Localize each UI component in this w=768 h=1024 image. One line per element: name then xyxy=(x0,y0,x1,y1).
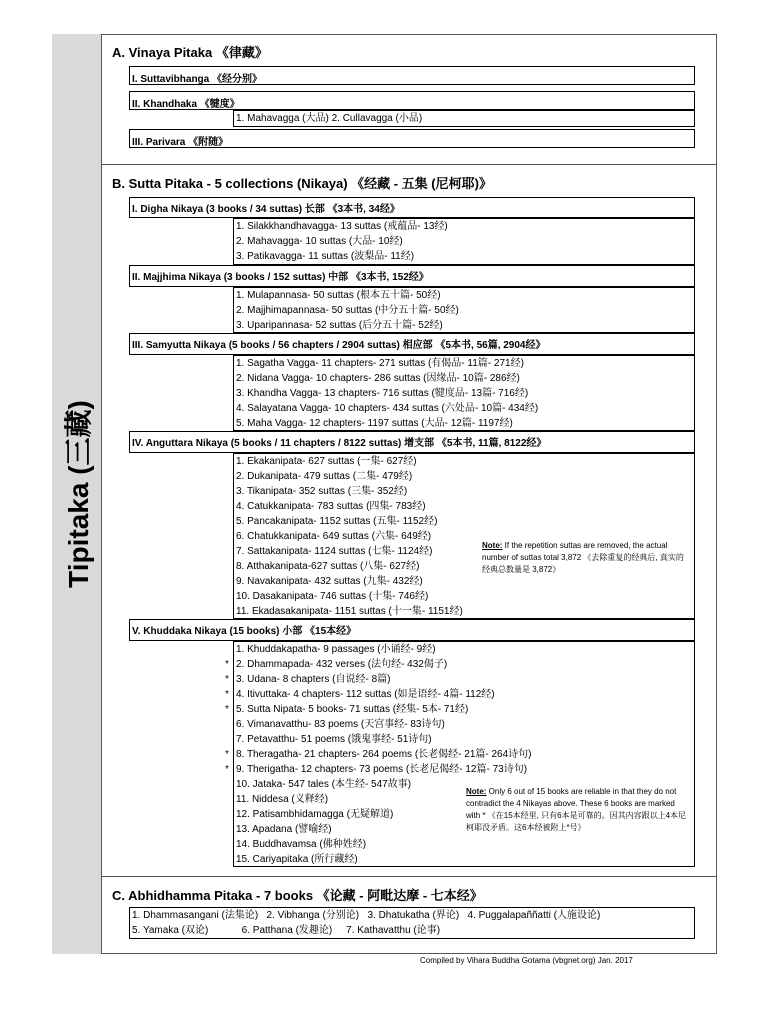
footer-credit: Compiled by Vihara Buddha Gotama (vbgnet.org) Jan. 2017 xyxy=(420,956,633,965)
list-item: 2. Nidana Vagga- 10 chapters- 286 suttas (因缘品- 10篇- 286经) xyxy=(236,373,520,384)
list-item-text: 11. Niddesa (义释经) xyxy=(236,794,329,805)
list-item: 5. Pancakanipata- 1152 suttas (五集- 1152经) xyxy=(236,516,438,527)
anguttara-note xyxy=(482,540,687,576)
list-item: 6. Chatukkanipata- 649 suttas (六集- 649经) xyxy=(236,531,432,542)
anguttara-header: IV. Anguttara Nikaya (5 books / 11 chapters / 8122 suttas) 增支部 《5本书, 11篇, 8122经》 xyxy=(129,431,695,453)
list-item: 8. Atthakanipata-627 suttas (八集- 627经) xyxy=(236,561,420,572)
list-item-text: 10. Jataka- 547 tales (本生经- 547故事) xyxy=(236,779,412,790)
sidebar xyxy=(52,34,102,954)
list-item: 9. Navakanipata- 432 suttas (九集- 432经) xyxy=(236,576,423,587)
list-item-text: 15. Cariyapitaka (所行藏经) xyxy=(236,854,358,865)
vinaya-suttavibhanga: I. Suttavibhanga 《经分别》 xyxy=(129,66,695,85)
khuddaka-header: V. Khuddaka Nikaya (15 books) 小部 《15本经》 xyxy=(129,619,695,641)
list-item xyxy=(234,642,694,657)
list-item-text: 8. Theragatha- 21 chapters- 264 poems (长老偈经- 21篇- 264诗句) xyxy=(236,749,532,760)
list-item-text: 14. Buddhavamsa (佛种姓经) xyxy=(236,839,367,850)
samyutta-list xyxy=(233,355,695,431)
list-item-text: 4. Itivuttaka- 4 chapters- 112 suttas (如是语经- 4篇- 112经) xyxy=(236,689,495,700)
note-label: Note: xyxy=(482,541,503,550)
reliable-star: * xyxy=(225,749,229,760)
vinaya-parivara: III. Parivara 《附随》 xyxy=(129,129,695,148)
note-label: Note: xyxy=(466,787,487,796)
list-item xyxy=(225,702,694,717)
list-item: 2. Majjhimapannasa- 50 suttas (中分五十篇- 50经) xyxy=(236,305,459,316)
sidebar-title: Tipitaka (三藏) xyxy=(62,400,94,588)
list-item: 3. Tikanipata- 352 suttas (三集- 352经) xyxy=(236,486,408,497)
reliable-star: * xyxy=(225,674,229,685)
anguttara-list xyxy=(233,453,695,619)
khuddaka-note xyxy=(466,786,688,834)
khandhaka-items: 1. Mahavagga (大品) 2. Cullavagga (小品) xyxy=(236,113,423,124)
digha-header: I. Digha Nikaya (3 books / 34 suttas) 长部 《3本书, 34经》 xyxy=(129,197,695,218)
list-item-text: 7. Petavatthu- 51 poems (饿鬼事经- 51诗句) xyxy=(236,734,432,745)
divider xyxy=(102,876,717,877)
sutta-title: B. Sutta Pitaka - 5 collections (Nikaya) 《经藏 - 五集 (尼柯耶)》 xyxy=(112,176,492,191)
list-item xyxy=(225,672,694,687)
list-item: 1. Silakkhandhavagga- 13 suttas (戒蕴品- 13经) xyxy=(236,221,448,232)
list-item xyxy=(225,687,694,702)
list-item: 7. Sattakanipata- 1124 suttas (七集- 1124经) xyxy=(236,546,433,557)
list-item: 1. Sagatha Vagga- 11 chapters- 271 suttas (有偈品- 11篇- 271经) xyxy=(236,358,524,369)
list-item: 2. Dukanipata- 479 suttas (二集- 479经) xyxy=(236,471,413,482)
list-item xyxy=(234,732,694,747)
list-item xyxy=(234,852,694,867)
khandhaka-list xyxy=(233,110,695,127)
abhidhamma-title: C. Abhidhamma Pitaka - 7 books 《论藏 - 阿毗达摩 - 七本经》 xyxy=(112,888,483,903)
list-item xyxy=(234,837,694,852)
list-item-text: 5. Sutta Nipata- 5 books- 71 suttas (经集- 5本- 71经) xyxy=(236,704,469,715)
list-item: 3. Patikavagga- 11 suttas (波梨品- 11经) xyxy=(236,251,415,262)
list-item-text: 9. Therigatha- 12 chapters- 73 poems (长老尼偈经- 12篇- 73诗句) xyxy=(236,764,528,775)
list-item: 1. Ekakanipata- 627 suttas (一集- 627经) xyxy=(236,456,417,467)
list-item: 3. Khandha Vagga- 13 chapters- 716 suttas (犍度品- 13篇- 716经) xyxy=(236,388,529,399)
list-item: 4. Salayatana Vagga- 10 chapters- 434 suttas (六处品- 10篇- 434经) xyxy=(236,403,539,414)
abhidhamma-line-1: 1. Dhammasangani (法集论) 2. Vibhanga (分别论) 3. Dhatukatha (界论) 4. Puggalapaññatti (人施设论) xyxy=(132,910,601,921)
list-item xyxy=(225,747,694,762)
list-item: 1. Mulapannasa- 50 suttas (根本五十篇- 50经) xyxy=(236,290,441,301)
list-item xyxy=(234,717,694,732)
reliable-star: * xyxy=(225,764,229,775)
note-text: If the repetition suttas are removed, the actual number of suttas total 3,872 《去除重复的经典后, 真实的经典总数量是 3,872》 xyxy=(482,541,684,574)
abhidhamma-list xyxy=(129,907,695,939)
vinaya-khandhaka: II. Khandhaka 《犍度》 xyxy=(129,91,695,110)
vinaya-title: A. Vinaya Pitaka 《律藏》 xyxy=(112,45,268,60)
list-item-text: 12. Patisambhidamagga (无疑解道) xyxy=(236,809,394,820)
digha-list xyxy=(233,218,695,265)
list-item: 4. Catukkanipata- 783 suttas (四集- 783经) xyxy=(236,501,426,512)
reliable-star: * xyxy=(225,659,229,670)
reliable-star: * xyxy=(225,689,229,700)
list-item-text: 3. Udana- 8 chapters (自说经- 8篇) xyxy=(236,674,391,685)
list-item xyxy=(225,657,694,672)
abhidhamma-line-2: 5. Yamaka (双论) 6. Patthana (发趣论) 7. Kathavatthu (论事) xyxy=(132,925,441,936)
samyutta-header: III. Samyutta Nikaya (5 books / 56 chapters / 2904 suttas) 相应部 《5本书, 56篇, 2904经》 xyxy=(129,333,695,355)
reliable-star: * xyxy=(225,704,229,715)
list-item: 10. Dasakanipata- 746 suttas (十集- 746经) xyxy=(236,591,429,602)
list-item-text: 13. Apadana (譬喻经) xyxy=(236,824,332,835)
list-item: 2. Mahavagga- 10 suttas (大品- 10经) xyxy=(236,236,403,247)
list-item-text: 2. Dhammapada- 432 verses (法句经- 432偈子) xyxy=(236,659,448,670)
list-item-text: 6. Vimanavatthu- 83 poems (天宫事经- 83诗句) xyxy=(236,719,445,730)
list-item: 11. Ekadasakanipata- 1151 suttas (十一集- 1151经) xyxy=(236,606,463,617)
majjhima-list xyxy=(233,287,695,333)
list-item: 5. Maha Vagga- 12 chapters- 1197 suttas (大品- 12篇- 1197经) xyxy=(236,418,513,429)
divider xyxy=(102,164,717,165)
list-item: 3. Uparipannasa- 52 suttas (后分五十篇- 52经) xyxy=(236,320,443,331)
list-item-text: 1. Khuddakapatha- 9 passages (小诵经- 9经) xyxy=(236,644,436,655)
note-text: Only 6 out of 15 books are reliable in that they do not contradict the 4 Nikayas above. These 6 books are marked with * 《在15本经里, 只有6本是可靠的。因其内容跟以上4本尼柯耶没矛盾。这6本经被附上*号》 xyxy=(466,787,687,832)
majjhima-header: II. Majjhima Nikaya (3 books / 152 suttas) 中部 《3本书, 152经》 xyxy=(129,265,695,287)
list-item xyxy=(225,762,694,777)
